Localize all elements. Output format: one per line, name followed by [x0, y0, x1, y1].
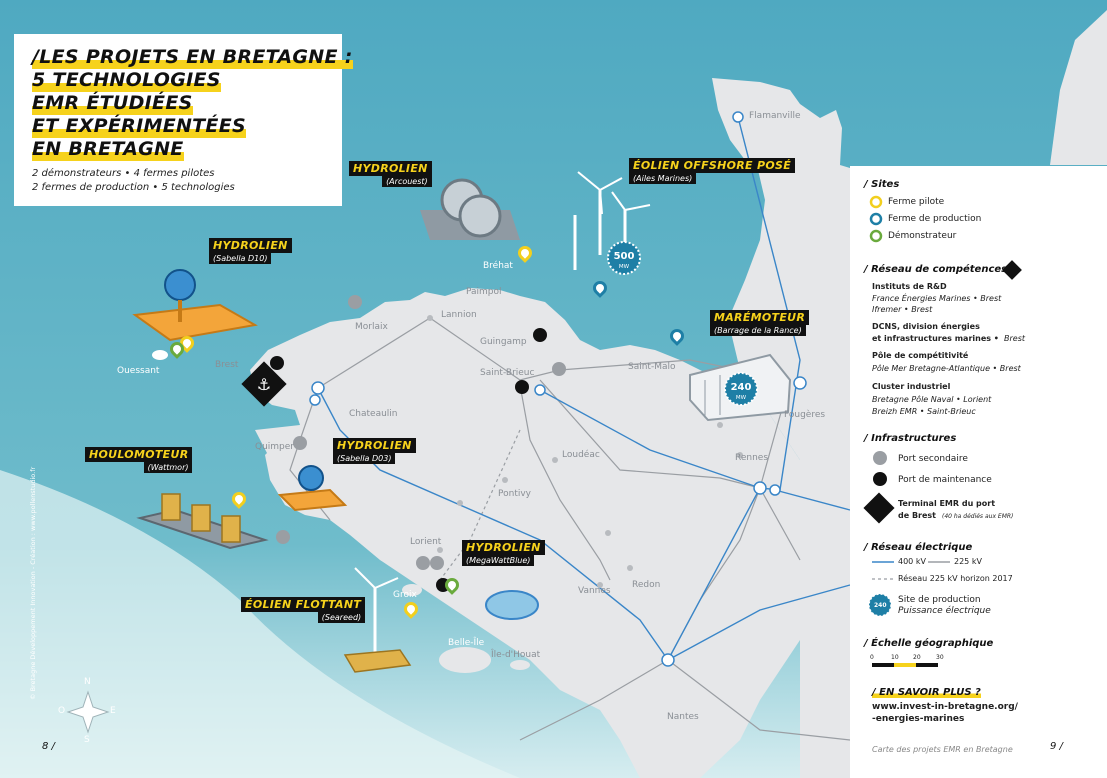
tag-hydrolien-arcouest [349, 157, 432, 187]
capacity-unit-eolien: MW [618, 264, 630, 270]
page-number-left: 8 / [42, 741, 55, 752]
megawattblue-illustration [486, 591, 538, 619]
legend-pilot-pin-icon [871, 197, 881, 207]
capacity-value-maremoteur: 240 [730, 382, 752, 393]
legend-dcns-city: Brest [1004, 334, 1026, 343]
place-paimpol: Paimpol [466, 287, 502, 297]
legend-instituts: Instituts de R&D [872, 282, 947, 291]
legend-terminal-2: de Brest [898, 511, 936, 520]
subtitle-line-1: 2 démonstrateurs • 4 fermes pilotes [32, 168, 215, 179]
tag-title: HOULOMOTEUR [85, 447, 192, 462]
compass-s: S [84, 735, 90, 745]
legend-dcns-1: DCNS, division énergies [872, 322, 980, 331]
legend-dcns-2: et infrastructures marines • [872, 334, 999, 343]
legend-sites-heading: / Sites [864, 179, 900, 190]
tag-sub: (Sabella D10) [209, 253, 271, 264]
place-ouessant: Ouessant [117, 366, 160, 376]
place-brehat: Bréhat [483, 261, 513, 271]
tag-hydrolien-d03 [333, 434, 416, 464]
legend-prod-pin-icon [871, 214, 881, 224]
tag-title: ÉOLIEN FLOTTANT [241, 597, 365, 612]
legend-instituts-1: France Énergies Marines • Brest [872, 294, 1002, 303]
scale-tick-20: 20 [913, 654, 921, 661]
subtitle-line-2: 2 fermes de production • 5 technologies [32, 182, 235, 193]
tag-hydrolien-megawattblue [462, 536, 545, 566]
place-nantes: Nantes [667, 712, 699, 722]
tag-sub: (Barrage de la Rance) [710, 325, 806, 336]
legend-site-prod: Site de production [898, 595, 981, 605]
tag-title: ÉOLIEN OFFSHORE POSÉ [629, 158, 795, 173]
tag-eolien-pose [629, 154, 795, 184]
legend-secondary-port-icon [873, 451, 887, 465]
legend-port-secondaire: Port secondaire [898, 454, 968, 464]
place-fougeres: Fougères [784, 410, 826, 420]
tag-title: MARÉMOTEUR [710, 310, 809, 325]
place-chateaulin: Chateaulin [349, 409, 398, 419]
tag-sub: (MegaWattBlue) [462, 555, 534, 566]
legend-port-maintenance: Port de maintenance [898, 475, 992, 485]
legend-cluster-2: Breizh EMR • Saint-Brieuc [872, 407, 976, 416]
legend-cluster: Cluster industriel [872, 382, 951, 391]
tag-eolien-flottant [241, 593, 365, 623]
legend-echelle-heading: / Échelle géographique [864, 638, 994, 649]
legend-demo-pin-icon [871, 231, 881, 241]
place-lannion: Lannion [441, 310, 477, 320]
page-number-right: 9 / [1050, 741, 1063, 752]
tag-sub: (Seareed) [318, 612, 365, 623]
place-brest: Brest [215, 360, 239, 370]
capacity-unit-maremoteur: MW [735, 395, 747, 401]
legend-400kv: 400 kV [898, 557, 926, 566]
legend-instituts-2: Ifremer • Brest [872, 305, 933, 314]
tag-sub: (Ailes Marines) [629, 173, 696, 184]
place-saint-brieuc: Saint-Brieuc [480, 368, 535, 378]
place-guingamp: Guingamp [480, 337, 527, 347]
legend-badge-value: 240 [874, 602, 887, 609]
tag-title: HYDROLIEN [462, 540, 545, 555]
legend-demonstrateur: Démonstrateur [888, 231, 957, 241]
legend-terminal-icon [863, 492, 894, 523]
anchor-icon: ⚓ [256, 375, 272, 394]
legend-pole: Pôle de compétitivité [872, 351, 969, 360]
legend-terminal-1: Terminal EMR du port [898, 499, 996, 508]
tag-title: HYDROLIEN [209, 238, 292, 253]
place-morlaix: Morlaix [355, 322, 388, 332]
place-saint-malo: Saint-Malo [628, 362, 676, 372]
title-subtitle [32, 167, 235, 195]
compass-n: N [84, 677, 91, 687]
compass-o: O [58, 706, 66, 716]
place-quimper: Quimper [255, 442, 295, 452]
legend-ferme-pilote: Ferme pilote [888, 197, 945, 207]
place-groix: Groix [393, 590, 417, 600]
title-line-1: /LES PROJETS EN BRETAGNE : [32, 46, 353, 68]
title-line-5: EN BRETAGNE [32, 138, 184, 160]
legend-225kv: 225 kV [954, 557, 982, 566]
tag-hydrolien-d10 [209, 234, 292, 264]
title-line-4: ET EXPÉRIMENTÉES [32, 115, 246, 137]
place-redon: Redon [632, 580, 661, 590]
more-url-2[interactable]: -energies-marines [872, 714, 965, 724]
scale-tick-10: 10 [891, 654, 899, 661]
title-panel [14, 34, 353, 206]
capacity-value-eolien: 500 [613, 251, 635, 262]
legend-puissance: Puissance électrique [898, 606, 991, 616]
tag-title: HYDROLIEN [349, 161, 432, 176]
legend-ferme-production: Ferme de production [888, 214, 982, 224]
place-houat: Île-d'Houat [491, 650, 541, 660]
legend-reseau-heading: / Réseau de compétences [864, 264, 1008, 275]
place-pontivy: Pontivy [498, 489, 531, 499]
legend-terminal-note: (40 ha dédiés aux EMR) [942, 513, 1014, 520]
scale-tick-0: 0 [870, 654, 874, 661]
tag-sub: (Arcouest) [382, 176, 432, 187]
place-lorient: Lorient [410, 537, 442, 547]
map-caption: Carte des projets EMR en Bretagne [872, 745, 1013, 754]
credit-text: © Bretagne Développement Innovation - Création : www.pollenstudio.fr [29, 466, 37, 700]
scale-tick-30: 30 [936, 654, 944, 661]
legend-elec-heading: / Réseau électrique [864, 542, 973, 553]
tag-houlomoteur [85, 443, 192, 473]
legend-infra-heading: / Infrastructures [864, 433, 957, 444]
legend-maintenance-port-icon [873, 472, 887, 486]
place-belle-ile: Belle-Île [448, 638, 485, 648]
more-heading: / EN SAVOIR PLUS ? [872, 687, 981, 698]
tag-title: HYDROLIEN [333, 438, 416, 453]
legend-pole-detail: Pôle Mer Bretagne-Atlantique • Brest [872, 364, 1021, 373]
tag-maremoteur [710, 306, 809, 336]
place-rennes: Rennes [735, 453, 769, 463]
belle-ile [439, 647, 491, 673]
compass-e: E [110, 706, 116, 716]
legend-horizon: Réseau 225 kV horizon 2017 [898, 574, 1013, 583]
legend-cluster-1: Bretagne Pôle Naval • Lorient [872, 395, 992, 404]
title-line-2: 5 TECHNOLOGIES [32, 69, 221, 91]
tag-sub: (Sabella D03) [333, 453, 395, 464]
place-flamanville: Flamanville [749, 111, 801, 121]
place-loudeac: Loudéac [562, 450, 600, 460]
houat [510, 660, 530, 670]
title-line-3: EMR ÉTUDIÉES [32, 92, 193, 114]
tag-sub: (Wattmor) [144, 462, 193, 473]
place-vannes: Vannes [578, 586, 611, 596]
more-url-1[interactable]: www.invest-in-bretagne.org/ [872, 702, 1018, 712]
scale-bar [872, 663, 938, 667]
ouessant-island [152, 350, 168, 360]
